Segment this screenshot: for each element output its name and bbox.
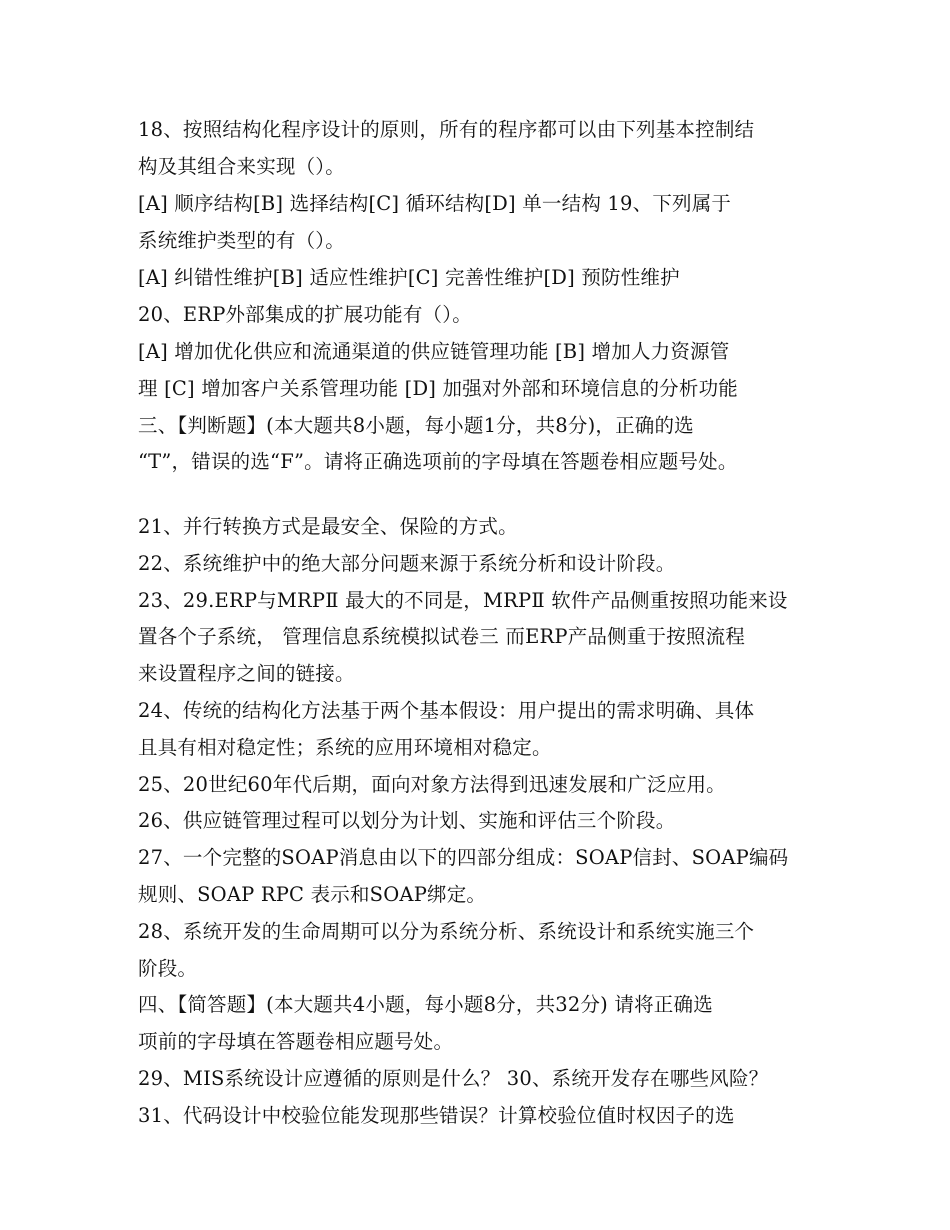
question-20-options-line-2: 理 [C] 增加客户关系管理功能 [D] 加强对外部和环境信息的分析功能 — [138, 377, 738, 400]
questions-29-30: 29、MIS系统设计应遵循的原则是什么？ 30、系统开发存在哪些风险？ — [138, 1067, 769, 1090]
section-three-heading: 三、【判断题】(本大题共8小题，每小题1分，共8分)，正确的选 — [138, 414, 694, 437]
question-18-options: [A] 顺序结构[B] 选择结构[C] 循环结构[D] 单一结构 19、下列属于 — [138, 192, 732, 215]
question-26: 26、供应链管理过程可以划分为计划、实施和评估三个阶段。 — [138, 809, 676, 832]
question-28-line-2: 阶段。 — [138, 957, 198, 980]
question-18-line-1: 18、按照结构化程序设计的原则，所有的程序都可以由下列基本控制结 — [138, 118, 755, 141]
question-21: 21、并行转换方式是最安全、保险的方式。 — [138, 515, 518, 538]
question-24-line-1: 24、传统的结构化方法基于两个基本假设：用户提出的需求明确、具体 — [138, 699, 755, 722]
section-four-heading: 四、【简答题】(本大题共4小题，每小题8分，共32分) 请将正确选 — [138, 993, 713, 1016]
question-24-line-2: 且具有相对稳定性；系统的应用环境相对稳定。 — [138, 736, 552, 759]
section-four-instructions: 项前的字母填在答题卷相应题号处。 — [138, 1030, 454, 1053]
question-27-line-1: 27、一个完整的SOAP消息由以下的四部分组成：SOAP信封、SOAP编码 — [138, 846, 789, 869]
question-23-line-1: 23、29.ERP与MRPⅡ 最大的不同是，MRPⅡ 软件产品侧重按照功能来设 — [138, 589, 788, 612]
question-18-line-2: 构及其组合来实现（）。 — [138, 155, 345, 178]
question-23-line-3: 来设置程序之间的链接。 — [138, 662, 355, 685]
question-19-line-2: 系统维护类型的有（）。 — [138, 229, 345, 252]
question-31: 31、代码设计中校验位能发现那些错误？计算校验位值时权因子的选 — [138, 1104, 735, 1127]
section-three-instructions: “T”，错误的选“F”。请将正确选项前的字母填在答题卷相应题号处。 — [138, 450, 738, 473]
question-28-line-1: 28、系统开发的生命周期可以分为系统分析、系统设计和系统实施三个 — [138, 920, 755, 943]
question-20: 20、ERP外部集成的扩展功能有（）。 — [138, 303, 472, 326]
question-23-line-2: 置各个子系统， 管理信息系统模拟试卷三 而ERP产品侧重于按照流程 — [138, 625, 746, 648]
question-19-options: [A] 纠错性维护[B] 适应性维护[C] 完善性维护[D] 预防性维护 — [138, 266, 680, 289]
question-25: 25、20世纪60年代后期，面向对象方法得到迅速发展和广泛应用。 — [138, 773, 726, 796]
question-27-line-2: 规则、SOAP RPC 表示和SOAP绑定。 — [138, 883, 487, 906]
question-22: 22、系统维护中的绝大部分问题来源于系统分析和设计阶段。 — [138, 552, 676, 575]
question-20-options-line-1: [A] 增加优化供应和流通渠道的供应链管理功能 [B] 增加人力资源管 — [138, 340, 730, 363]
